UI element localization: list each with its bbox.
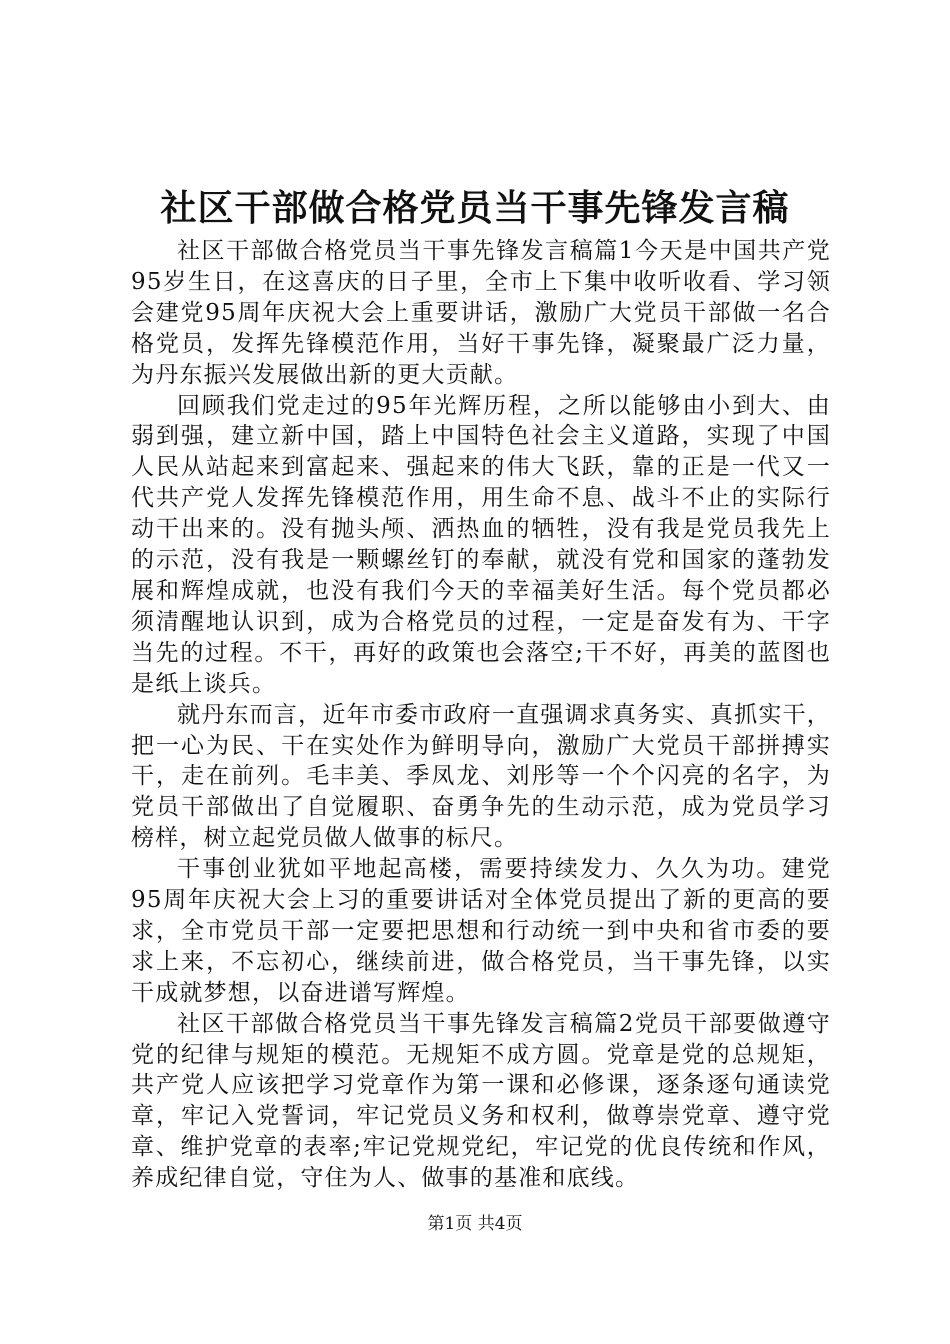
paragraph: 社区干部做合格党员当干事先锋发言稿篇2党员干部要做遵守党的纪律与规矩的模范。无规矩不成方圆。党章是党的总规矩，共产党人应该把学习党章作为第一课和必修课，逐条逐句通读党章，牢记入党誓词，牢记党员义务和权利，做尊崇党章、遵守党章、维护党章的表率;牢记党规党纪，牢记党的优良传统和作风，养成纪律自觉，守住为人、做事的基准和底线。 bbox=[131, 1010, 831, 1192]
paragraph: 社区干部做合格党员当干事先锋发言稿篇1今天是中国共产党95岁生日，在这喜庆的日子里，全市上下集中收听收看、学习领会建党95周年庆祝大会上重要讲话，激励广大党员干部做一名合格党员，发挥先锋模范作用，当好干事先锋，凝聚最广泛力量，为丹东振兴发展做出新的更大贡献。 bbox=[131, 238, 831, 388]
document-title: 社区干部做合格党员当干事先锋发言稿 bbox=[160, 187, 790, 229]
paragraph: 回顾我们党走过的95年光辉历程，之所以能够由小到大、由弱到强，建立新中国，踏上中国特色社会主义道路，实现了中国人民从站起来到富起来、强起来的伟大飞跃，靠的正是一代又一代共产党人发挥先锋模范作用，用生命不息、战斗不止的实际行动干出来的。没有抛头颅、洒热血的牺牲，没有我是党员我先上的示范，没有我是一颗螺丝钉的奉献，就没有党和国家的蓬勃发展和辉煌成就，也没有我们今天的幸福美好生活。每个党员都必须清醒地认识到，成为合格党员的过程，一定是奋发有为、干字当先的过程。不干，再好的政策也会落空;干不好，再美的蓝图也是纸上谈兵。 bbox=[131, 392, 831, 697]
page-number-footer: 第1页 共4页 bbox=[427, 1214, 523, 1234]
paragraph: 干事创业犹如平地起高楼，需要持续发力、久久为功。建党95周年庆祝大会上习的重要讲话对全体党员提出了新的更高的要求，全市党员干部一定要把思想和行动统一到中央和省市委的要求上来，不忘初心，继续前进，做合格党员，当干事先锋，以实干成就梦想，以奋进谱写辉煌。 bbox=[131, 856, 831, 1006]
paragraph: 就丹东而言，近年市委市政府一直强调求真务实、真抓实干，把一心为民、干在实处作为鲜明导向，激励广大党员干部拼搏实干，走在前列。毛丰美、季凤龙、刘彤等一个个闪亮的名字，为党员干部做出了自觉履职、奋勇争先的生动示范，成为党员学习榜样，树立起党员做人做事的标尺。 bbox=[131, 701, 831, 852]
document-body bbox=[131, 236, 831, 1194]
